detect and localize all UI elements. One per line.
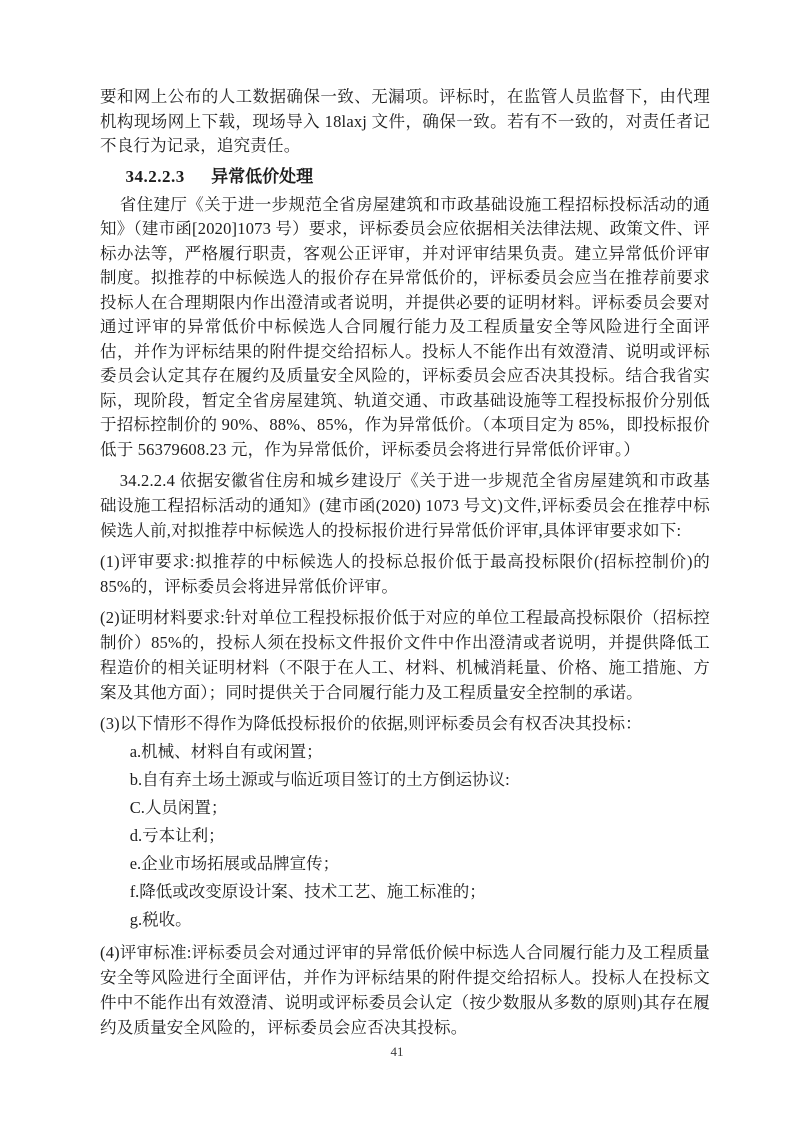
clause-3-disallowed-bases: (3)以下情形不得作为降低投标报价的依据,则评标委员会有权否决其投标：: [100, 714, 642, 733]
section-number: 34.2.2.3: [125, 166, 185, 186]
subclause-f: f.降低或改变原设计案、技术工艺、施工标准的；: [129, 882, 486, 901]
subclause-a: a.机械、材料自有或闲置；: [129, 742, 323, 761]
paragraph-section-34224: 34.2.2.4 依据安徽省住房和城乡建设厅《关于进一步规范全省房屋建筑和市政基础设施工程招标活动的通知》(建市函(2020) 1073 号文)文件,评标委员会在推荐中标候选人前,对拟推荐中标候选人的投标报价进行异常低价评审,具体评审要求如下:: [100, 471, 710, 540]
section-title: 异常低价处理: [211, 166, 314, 186]
subclause-d: d.亏本让利；: [129, 826, 225, 845]
clause-1-review-requirement: (1)评审要求:拟推荐的中标候选人的投标总报价低于最高投标限价(招标控制价)的 85%的，评标委员会将进异常低价评审。: [100, 552, 710, 596]
page-number: 41: [390, 1044, 404, 1059]
clause-3-sub-list: [100, 738, 710, 934]
clause-2-proof-material-requirement: (2)证明材料要求:针对单位工程投标报价低于对应的单位工程最高投标限价（招标控制价）85%的，投标人须在投标文件报价文件中作出澄清或者说明，并提供降低工程造价的相关证明材料（不限于在人工、材料、机械消耗量、价格、施工措施、方案及其他方面）；同时提供关于合同履行能力及工程质量安全控制的承诺。: [100, 608, 710, 702]
subclause-e: e.企业市场拓展或品牌宣传；: [129, 854, 340, 873]
continuation-paragraph: 要和网上公布的人工数据确保一致、无漏项。评标时，在监管人员监督下，由代理机构现场网上下载，现场导入 18laxj 文件，确保一致。若有不一致的，对责任者记不良行为记录，追究责任。: [100, 87, 710, 155]
subclause-g: g.税收。: [129, 910, 192, 929]
subclause-c: C.人员闲置；: [129, 798, 228, 817]
paragraph-section-34223-body: 省住建厅《关于进一步规范全省房屋建筑和市政基础设施工程招标投标活动的通知》（建市函[2020]1073 号）要求，评标委员会应依据相关法律法规、政策文件、评标办法等，严格履行职责，客观公正评审，并对评审结果负责。建立异常低价评审制度。拟推荐的中标候选人的报价存在异常低价的，评标委员会应当在推荐前要求投标人在合理期限内作出澄清或者说明，并提供必要的证明材料。评标委员会要对通过评审的异常低价中标候选人合同履行能力及工程质量安全等风险进行全面评估，并作为评标结果的附件提交给招标人。投标人不能作出有效澄清、说明或评标委员会认定其存在履约及质量安全风险的，评标委员会应否决其投标。结合我省实际，现阶段，暂定全省房屋建筑、轨道交通、市政基础设施等工程投标报价分别低于招标控制价的 90%、88%、85%，作为异常低价。（本项目定为 85%，即投标报价低于 56379608.23 元，作为异常低价，评标委员会将进行异常低价评审。）: [100, 194, 710, 459]
subclause-b: b.自有弃土场土源或与临近项目签订的土方倒运协议:: [129, 770, 510, 789]
clause-4-review-standard: (4)评审标准:评标委员会对通过评审的异常低价候中标选人合同履行能力及工程质量安全等风险进行全面评估，并作为评标结果的附件提交给招标人。投标人在投标文件中不能作出有效澄清、说明或评标委员会认定（按少数服从多数的原则)其存在履约及质量安全风险的，评标委员会应否决其投标。: [100, 943, 710, 1037]
section-heading-34223: [100, 165, 710, 189]
